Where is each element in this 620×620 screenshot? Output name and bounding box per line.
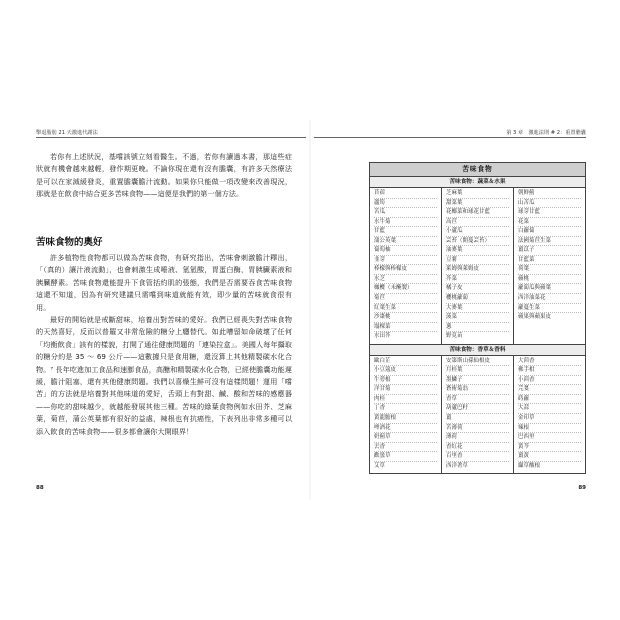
food-item: 黃龍膽根 bbox=[374, 414, 437, 424]
food-item: 牛蒡根 bbox=[374, 376, 437, 386]
food-item: 芸苔（開蔓芸苔） bbox=[446, 237, 509, 247]
food-item: 丟香 bbox=[374, 443, 437, 453]
food-item: 纈草酸根 bbox=[518, 462, 541, 469]
food-item: 薑苡子 bbox=[518, 246, 581, 256]
food-item: 佛手柑 bbox=[518, 366, 581, 376]
food-item: 橄欖（未醃製） bbox=[374, 284, 437, 294]
table-subtitle-herbs-spices: 苦味食物：香草＆香料 bbox=[370, 344, 585, 356]
food-item: 薑黃 bbox=[518, 452, 581, 462]
food-item: 芝麻葉 bbox=[446, 189, 509, 199]
food-item: 蒔蘿 bbox=[518, 395, 581, 405]
food-item: 櫻桃蘿蔔 bbox=[446, 294, 509, 304]
food-item: 大蒜 bbox=[518, 404, 581, 414]
food-item: 辣根 bbox=[518, 424, 581, 434]
food-item: 艾草 bbox=[374, 462, 386, 469]
table-subtitle-vegetables-fruits: 苦味食物：蔬菜＆水果 bbox=[370, 177, 585, 188]
page-number: 88 bbox=[36, 485, 44, 491]
paragraph-2: 最好的開始就是戒斷甜味，培養出對苦味的愛好。我們已經喪失對苦味食物的天然喜好，反而以普羅又非常危險的糖分上癮替代。如此嘈留如命破壞了任何「均衡飲食」該有的樣貌，打開了通往健康問題的「連染拉盒」。美國人每年攝取的糖分約是 35 ～ 69 公斤——這數據只是食用糖，還沒算上其他精製碳水化合物。⁷ 長年吃進加工食品和速膨食品，高醣和精製碳水化合物，已經使膽囊功能遲緩，膽汁阻塞，還有其他健康問題。我們以喜燥生鮮可沒有這樣問題！運用「嚐苦」的方法就是培養對其他味道的愛好，舌頭上有對甜、鹹、酸和苦味的感應器——你吃的甜味越少，就越能發展其他三種。苦味的綠葉食物例如水田芥、芝麻葉，菊苣，蒲公英葉都有很好的益處，辣根也有抗癌性，下表列出非常多種可以添入飲食的苦味食物——很多都會讓你大開眼界！ bbox=[36, 315, 292, 436]
food-item: 白蘿蔔 bbox=[518, 227, 581, 237]
food-item: 蘋桃 bbox=[518, 275, 581, 285]
food-item: 小豆蔻皮 bbox=[374, 366, 437, 376]
food-item: 甘藍菜 bbox=[518, 256, 581, 266]
table-column bbox=[370, 188, 442, 344]
food-item: 蘋果與蘋果皮 bbox=[518, 314, 552, 321]
food-item: 荷葉 bbox=[518, 265, 581, 275]
bitter-foods-table bbox=[369, 162, 586, 474]
food-item: 甜菜葉 bbox=[446, 199, 509, 209]
table-title: 苦味食物 bbox=[370, 163, 585, 177]
food-item: 西洋著草 bbox=[446, 462, 469, 469]
food-item: 蘿蔓生菜 bbox=[518, 304, 581, 314]
page-number: 89 bbox=[578, 485, 586, 491]
food-item: 水牛菊 bbox=[374, 218, 437, 228]
food-item: 肉桂 bbox=[374, 395, 437, 405]
food-item: 朝鮮薊 bbox=[518, 189, 581, 199]
food-item: 蘿蔔瓜與蘋葉 bbox=[518, 284, 581, 294]
food-item: 蒼術菊翁 bbox=[446, 385, 509, 395]
food-item: 萊姆與萊姆皮 bbox=[446, 265, 509, 275]
food-item: 西洋油菜花 bbox=[518, 294, 581, 304]
food-item: 菊苣 bbox=[374, 294, 437, 304]
food-item: 油麥葉 bbox=[446, 246, 509, 256]
table-column bbox=[370, 356, 442, 474]
food-item: 葱 bbox=[446, 323, 509, 333]
food-item: 沙棗桃 bbox=[374, 313, 437, 323]
intro-text: 若你有上述狀況，基嚐該號立刻看醫生。不過，若你有讀過本書，那這些症狀就有機會越來越輕，發作期更晚。不論你現在還有沒有膽囊，有許多天然療法是可以在家減緩發炎，重置膽囊膽汁流動。如果你只能做一項改變來改善現況，那就是在飲食中結合更多苦味食物——這便是我們的第一個方法。 bbox=[36, 152, 292, 199]
food-item: 花菜 bbox=[518, 218, 581, 228]
paragraph-1: 許多植物性食物都可以做為苦味食物，有研究指出，苦味會刺激膽汁釋出，「（真的）讓汁液流動」，也會刺激生成唾液、氫氫酸，胃蛋白酶，胃胰臟素液和胰臟酵素。苦味食物還能提升下食管括約肌的張態，我們是否需要吞食苦味食物這還不知道，因為有研究建議只需嚐到味道就能有效，即少量的苦味就食很有用。 bbox=[36, 253, 292, 312]
food-item: 蔔萄柚 bbox=[374, 246, 437, 256]
food-item: 芥菜 bbox=[446, 275, 509, 285]
food-item: 苦瓜 bbox=[374, 208, 437, 218]
food-item: 歡曇草 bbox=[374, 452, 437, 462]
food-item: 安第斯山孫仙根皮 bbox=[446, 357, 509, 367]
section-heading: 苦味食物的奧好 bbox=[36, 237, 103, 248]
food-item: 金印草 bbox=[518, 414, 581, 424]
header-rule bbox=[314, 137, 586, 138]
food-item: 花椰菜和球花甘藍 bbox=[446, 208, 509, 218]
food-item: 棒檬與棒檬皮 bbox=[374, 265, 437, 275]
food-item: 水芝 bbox=[374, 275, 437, 285]
food-item: 丁香 bbox=[374, 404, 437, 414]
food-item: 山苦瓜 bbox=[518, 199, 581, 209]
food-item: 巴西里 bbox=[518, 433, 581, 443]
table-column bbox=[442, 356, 514, 474]
food-item: 月桂葉 bbox=[446, 366, 509, 376]
food-item: 香草 bbox=[446, 395, 509, 405]
food-item: 塌棵菜 bbox=[374, 323, 437, 333]
table-column bbox=[442, 188, 514, 344]
food-item: 大麥葉 bbox=[446, 304, 509, 314]
food-item: 蒲公英葉 bbox=[374, 237, 437, 247]
food-item: 苜蓿 bbox=[374, 189, 437, 199]
food-item: 水田芥 bbox=[374, 333, 391, 340]
food-item: 芫荽 bbox=[518, 385, 581, 395]
food-item: 豆薯 bbox=[446, 256, 509, 266]
food-item: 菠菜 bbox=[446, 313, 509, 323]
food-item: 法國菊苣生菜 bbox=[518, 237, 581, 247]
body-paragraphs bbox=[36, 252, 292, 438]
food-item: 野莧苗 bbox=[446, 333, 463, 340]
food-item: 葫蘆巴籽 bbox=[446, 404, 509, 414]
food-item: 球芽甘藍 bbox=[518, 208, 581, 218]
table-column bbox=[514, 356, 585, 474]
food-item: 奶薊草 bbox=[374, 433, 437, 443]
running-header: 第 3 章 激進法則 # 2：重置膽囊 bbox=[506, 130, 586, 136]
vegetables-fruits-grid bbox=[370, 188, 585, 344]
food-item: 香紅花 bbox=[446, 443, 509, 453]
header-rule bbox=[36, 137, 306, 138]
food-item: 黃芩 bbox=[518, 443, 581, 453]
food-item: 墨鱗子 bbox=[446, 376, 509, 386]
food-item: 薄荷 bbox=[446, 433, 509, 443]
food-item: 啤酒花 bbox=[374, 424, 437, 434]
food-item: 橘子皮 bbox=[446, 284, 509, 294]
herbs-spices-grid bbox=[370, 356, 585, 474]
running-header: 擊退脂肪 21 天激進代謝法 bbox=[36, 130, 98, 136]
intro-paragraph bbox=[36, 151, 292, 201]
food-item: 小蘆瓜 bbox=[446, 227, 509, 237]
food-item: 大茴香 bbox=[518, 357, 581, 367]
food-item: 韭芽 bbox=[374, 256, 437, 266]
food-item: 高苣 bbox=[446, 218, 509, 228]
food-item: 苦薄荷 bbox=[446, 424, 509, 434]
food-item: 薑 bbox=[446, 414, 509, 424]
food-item: 洋甘菊 bbox=[374, 385, 437, 395]
food-item: 甘藍 bbox=[374, 227, 437, 237]
food-item: 蘆筍 bbox=[374, 199, 437, 209]
food-item: 百里香 bbox=[446, 452, 509, 462]
table-column bbox=[514, 188, 585, 344]
food-item: 紅葉生菜 bbox=[374, 304, 437, 314]
food-item: 小茴香 bbox=[518, 376, 581, 386]
food-item: 歐白芷 bbox=[374, 357, 437, 367]
